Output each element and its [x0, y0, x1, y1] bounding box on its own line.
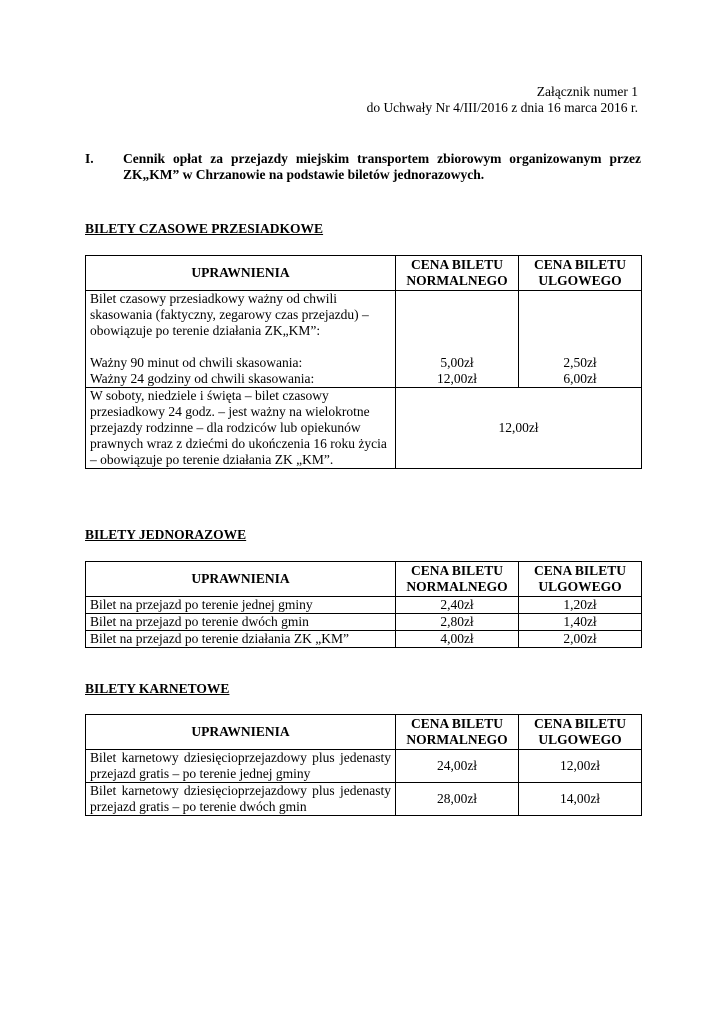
- table-header-row: [86, 715, 642, 750]
- header-uprawnienia: UPRAWNIENIA: [86, 715, 396, 750]
- header-ulgowy: CENA BILETU ULGOWEGO: [519, 715, 642, 750]
- header-uprawnienia: UPRAWNIENIA: [86, 256, 396, 291]
- czasowe-24-label: Ważny 24 godziny od chwili skasowania:: [90, 371, 315, 386]
- attachment-header: [367, 84, 638, 116]
- czasowe-90-label: Ważny 90 minut od chwili skasowania:: [90, 355, 303, 370]
- table-row: [86, 783, 642, 816]
- row-price-ulg: 1,20zł: [519, 597, 642, 614]
- row-price-normal: 2,40zł: [396, 597, 519, 614]
- czasowe-row2-desc: W soboty, niedziele i święta – bilet czasowy przesiadkowy 24 godz. – jest ważny na wielokrotne przejazdy rodzinne – dla rodziców lub opiekunów prawnych wraz z dziećmi do ukończenia 16 roku życia – obowiązuje po terenie działania ZK „KM”.: [86, 388, 396, 469]
- table-header-row: [86, 256, 642, 291]
- table-header-row: [86, 562, 642, 597]
- row-desc: Bilet karnetowy dziesięcioprzejazdowy plus jedenasty przejazd gratis – po terenie jednej gminy: [86, 750, 396, 783]
- jednorazowe-table: [85, 561, 642, 648]
- row-price-ulg: 12,00zł: [519, 750, 642, 783]
- row-desc: Bilet karnetowy dziesięcioprzejazdowy plus jedenasty przejazd gratis – po terenie dwóch gmin: [86, 783, 396, 816]
- row-price-normal: 24,00zł: [396, 750, 519, 783]
- table-row: [86, 614, 642, 631]
- czasowe-row1-text: Bilet czasowy przesiadkowy ważny od chwili skasowania (faktyczny, zegarowy czas przejazdu) – obowiązuje po terenie działania ZK„KM”:: [90, 291, 369, 338]
- czasowe-row1-normal: [396, 291, 519, 388]
- header-ulgowy: CENA BILETU ULGOWEGO: [519, 256, 642, 291]
- price-normal-24: 12,00zł: [436, 371, 478, 386]
- czasowe-row2-price: 12,00zł: [396, 388, 642, 469]
- attachment-number: Załącznik numer 1: [536, 84, 638, 99]
- row-desc: Bilet na przejazd po terenie jednej gminy: [86, 597, 396, 614]
- table-row: [86, 597, 642, 614]
- header-uprawnienia: UPRAWNIENIA: [86, 562, 396, 597]
- row-price-ulg: 2,00zł: [519, 631, 642, 648]
- czasowe-row1-ulg: [519, 291, 642, 388]
- header-normalny: CENA BILETU NORMALNEGO: [396, 715, 519, 750]
- row-price-ulg: 1,40zł: [519, 614, 642, 631]
- row-price-ulg: 14,00zł: [519, 783, 642, 816]
- table-row: [86, 388, 642, 469]
- header-normalny: CENA BILETU NORMALNEGO: [396, 256, 519, 291]
- table-row: [86, 750, 642, 783]
- row-desc: Bilet na przejazd po terenie dwóch gmin: [86, 614, 396, 631]
- czasowe-table: [85, 255, 642, 469]
- section-title-text: Cennik opłat za przejazdy miejskim transportem zbiorowym organizowanym przez ZK„KM” w Chrzanowie na podstawie biletów jednorazowych.: [123, 151, 641, 182]
- karnetowe-title: BILETY KARNETOWE: [85, 681, 230, 696]
- row-price-normal: 2,80zł: [396, 614, 519, 631]
- price-ulg-24: 6,00zł: [563, 371, 597, 386]
- row-price-normal: 4,00zł: [396, 631, 519, 648]
- row-price-normal: 28,00zł: [396, 783, 519, 816]
- price-normal-90: 5,00zł: [440, 355, 474, 370]
- price-ulg-90: 2,50zł: [563, 355, 597, 370]
- section-heading: [85, 151, 641, 183]
- section-number: I.: [85, 151, 94, 166]
- header-normalny: CENA BILETU NORMALNEGO: [396, 562, 519, 597]
- czasowe-title: BILETY CZASOWE PRZESIADKOWE: [85, 221, 324, 236]
- jednorazowe-title: BILETY JEDNORAZOWE: [85, 527, 247, 542]
- header-ulgowy: CENA BILETU ULGOWEGO: [519, 562, 642, 597]
- resolution-reference: do Uchwały Nr 4/III/2016 z dnia 16 marca 2016 r.: [366, 100, 638, 115]
- table-row: [86, 291, 642, 388]
- table-row: [86, 631, 642, 648]
- row-desc: Bilet na przejazd po terenie działania ZK „KM”: [86, 631, 396, 648]
- czasowe-row1-desc: [86, 291, 396, 388]
- karnetowe-table: [85, 714, 642, 816]
